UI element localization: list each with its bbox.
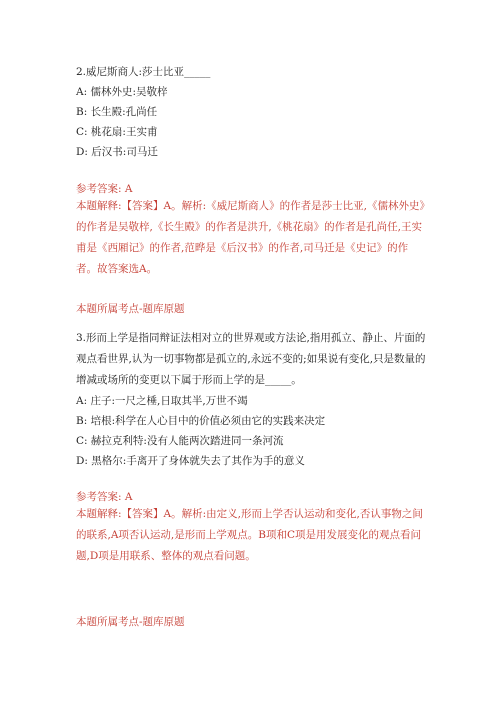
question-2-explanation: 本题解释:【答案】A。解析:《威尼斯商人》的作者是莎士比亚,《儒林外史》的作者是吴敬梓,《长生殿》的作者是洪升,《桃花扇》的作者是孔尚任,王实甫是《西厢记》的作者,范晔是《后汉书》的作者,司马迁是《史记》的作者。故答案选A。	[76, 200, 425, 275]
question-2-stem: 2.威尼斯商人:莎士比亚	[76, 66, 185, 78]
question-3-explanation: 本题解释:【答案】A。解析:由定义,形而上学否认运动和变化,否认事物之间的联系,A项否认运动,是形而上学观点。B项和C项是用发展变化的观点看问题,D项是用联系、整体的观点看问题。	[76, 508, 423, 562]
question-3-option-b: B: 培根:科学在人心目中的价值必须由它的实践来决定	[76, 415, 326, 427]
question-3-footer: 本题所属考点-题库原题	[76, 616, 185, 628]
question-2-option-d: D: 后汉书:司马迁	[76, 146, 158, 158]
question-2-answer: 参考答案: A	[76, 183, 133, 195]
question-2-footer: 本题所属考点-题库原题	[76, 303, 185, 315]
question-2-stem-line	[76, 64, 210, 79]
question-3-option-d: D: 黑格尔:手离开了身体就失去了其作为手的意义	[76, 455, 305, 467]
question-3-option-c: C: 赫拉克利特:没有人能两次踏进同一条河流	[76, 435, 284, 447]
question-2-option-b: B: 长生殿:孔尚任	[76, 106, 158, 118]
question-3-stem: 3.形而上学是指同辩证法相对立的世界观或方法论,指用孤立、静止、片面的观点看世界,认为一切事物都是孤立的,永远不变的;如果说有变化,只是数量的增减或场所的变更以下属于形而上学的是_____。	[76, 332, 426, 386]
question-2-blank: _____	[184, 66, 211, 78]
question-2-option-c: C: 桃花扇:王实甫	[76, 126, 158, 138]
question-2-option-a: A: 儒林外史:吴敬梓	[76, 86, 168, 98]
question-3-answer: 参考答案: A	[76, 491, 133, 503]
question-3-option-a: A: 庄子:一尺之棰,日取其半,万世不竭	[76, 395, 248, 407]
